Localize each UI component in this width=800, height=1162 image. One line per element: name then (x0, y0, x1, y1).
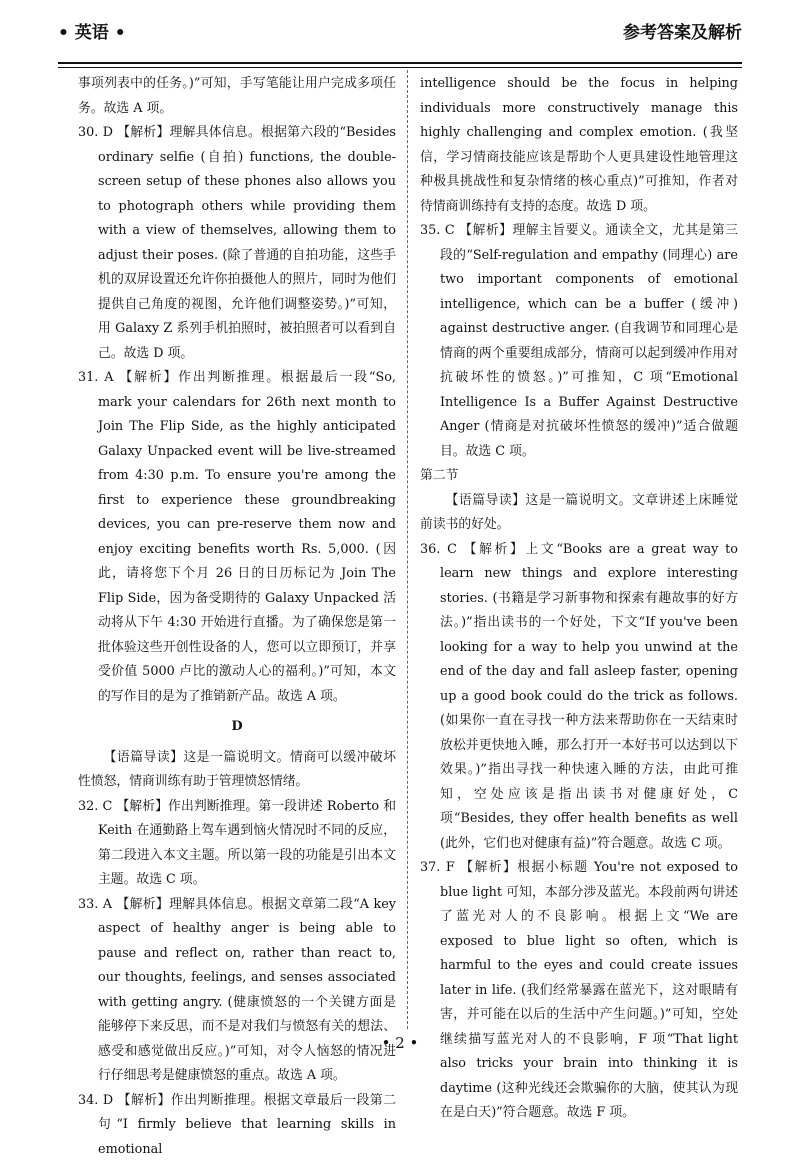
answer-item: 35. C 【解析】理解主旨要义。通读全文，尤其是第三段的“Self-regulation and empathy (同理心) are two important components of emotional intelligence, which can be a buffer (缓冲) against destructive anger. (自我调节和同理心是情商的两个重要组成部分，情商可以起到缓冲作用对抗破坏性的愤怒。)”可推知，C 项“Emotional Intelligence Is a Buffer Against Destructive Anger (情商是对抗破坏性愤怒的缓冲)”适合做题目。故选 C 项。 (420, 219, 738, 464)
page-header (58, 12, 742, 62)
header-rule-thin (58, 67, 742, 68)
continued-text: intelligence should be the focus in helping individuals more constructively manage this highly challenging and complex emotion. (我坚信，学习情商技能应该是帮助个人更具建设性地管理这种极具挑战性和复杂情绪的核心重点)”可推知，作者对待情商训练持有支持的态度。故选 D 项。 (420, 72, 738, 219)
answer-item: 34. D 【解析】作出判断推理。根据文章最后一段第二句“I firmly believe that learning skills in emotional (78, 1089, 396, 1162)
section-label: 第二节 (420, 464, 738, 489)
left-column (78, 72, 396, 1019)
right-column (420, 72, 738, 1019)
answer-key-title: 参考答案及解析 (623, 18, 742, 43)
continued-text: 事项列表中的任务。)”可知，手写笔能让用户完成多项任务。故选 A 项。 (78, 72, 396, 121)
answer-item: 31. A 【解析】作出判断推理。根据最后一段“So, mark your calendars for 26th next month to Join The Flip Side, as the highly anticipated Galaxy Unpacked event will be live-streamed from 4:30 p.m. To ensure you're among the first to experience these groundbreaking devices, you can pre-reserve them now and enjoy exciting benefits worth Rs. 5,000. (因此，请将您下个月 26 日的日历标记为 Join The Flip Side，因为备受期待的 Galaxy Unpacked 活动将从下午 4:30 开始进行直播。为了确保您是第一批体验这些开创性设备的人，您可以立即预订，并享受价值 5000 卢比的激动人心的福利。)”可知，本文的写作目的是为了推销新产品。故选 A 项。 (78, 366, 396, 709)
answer-item: 32. C 【解析】作出判断推理。第一段讲述 Roberto 和 Keith 在通勤路上驾车遇到恼火情况时不同的反应，第二段进入本文主题。所以第一段的功能是引出本文主题。故选 C 项。 (78, 795, 396, 893)
column-divider (407, 70, 408, 1029)
answer-item: 30. D 【解析】理解具体信息。根据第六段的“Besides ordinary selfie (自拍) functions, the double-screen setup of these phones also allows you to photograph others while providing them with a view of themselves, allowing them to adjust their poses. (除了普通的自拍功能，这些手机的双屏设置还允许你拍摄他人的照片，同时为他们提供自己角度的视图，允许他们调整姿势。)”可知，用 Galaxy Z 系列手机拍照时，被拍照者可以看到自己。故选 D 项。 (78, 121, 396, 366)
page-number: • 2 • (0, 1034, 800, 1052)
section-heading: D (78, 715, 396, 740)
answer-item: 33. A 【解析】理解具体信息。根据文章第二段“A key aspect of healthy anger is being able to pause and reflect on, rather than react to, our thoughts, feelings, and senses associated with getting angry. (健康愤怒的一个关键方面是能够停下来反思，而不是对我们与愤怒有关的想法、感受和感觉做出反应。)”可知，对令人恼怒的情况进行仔细思考是健康愤怒的重点。故选 A 项。 (78, 893, 396, 1089)
subject-label: • 英语 • (58, 18, 126, 43)
header-rule-thick (58, 62, 742, 64)
answer-item: 36. C 【解析】上文“Books are a great way to learn new things and explore interesting stories. (书籍是学习新事物和探索有趣故事的好方法。)”指出读书的一个好处，下文“If you've been looking for a way to help you unwind at the end of the day and fall asleep faster, opening up a good book could do the trick as follows. (如果你一直在寻找一种方法来帮助你在一天结束时放松并更快地入睡，那么打开一本好书可以达到以下效果。)”指出寻找一种快速入睡的方法，由此可推知，空处应该是指出读书对健康好处，C 项“Besides, they offer health benefits as well (此外，它们也对健康有益)”符合题意。故选 C 项。 (420, 538, 738, 857)
passage-guide: 【语篇导读】这是一篇说明文。情商可以缓冲破坏性愤怒，情商训练有助于管理愤怒情绪。 (78, 746, 396, 795)
answer-item: 37. F 【解析】根据小标题 You're not exposed to blue light 可知，本部分涉及蓝光。本段前两句讲述了蓝光对人的不良影响。根据上文“We are exposed to blue light so often, which is harmful to the eyes and could create issues later in life. (我们经常暴露在蓝光下，这对眼睛有害，并可能在以后的生活中产生问题。)”可知，空处继续描写蓝光对人的不良影响，F 项“That light also tricks your brain into thinking it is daytime (这种光线还会欺骗你的大脑，使其认为现在是白天)”符合题意。故选 F 项。 (420, 856, 738, 1126)
passage-guide: 【语篇导读】这是一篇说明文。文章讲述上床睡觉前读书的好处。 (420, 489, 738, 538)
